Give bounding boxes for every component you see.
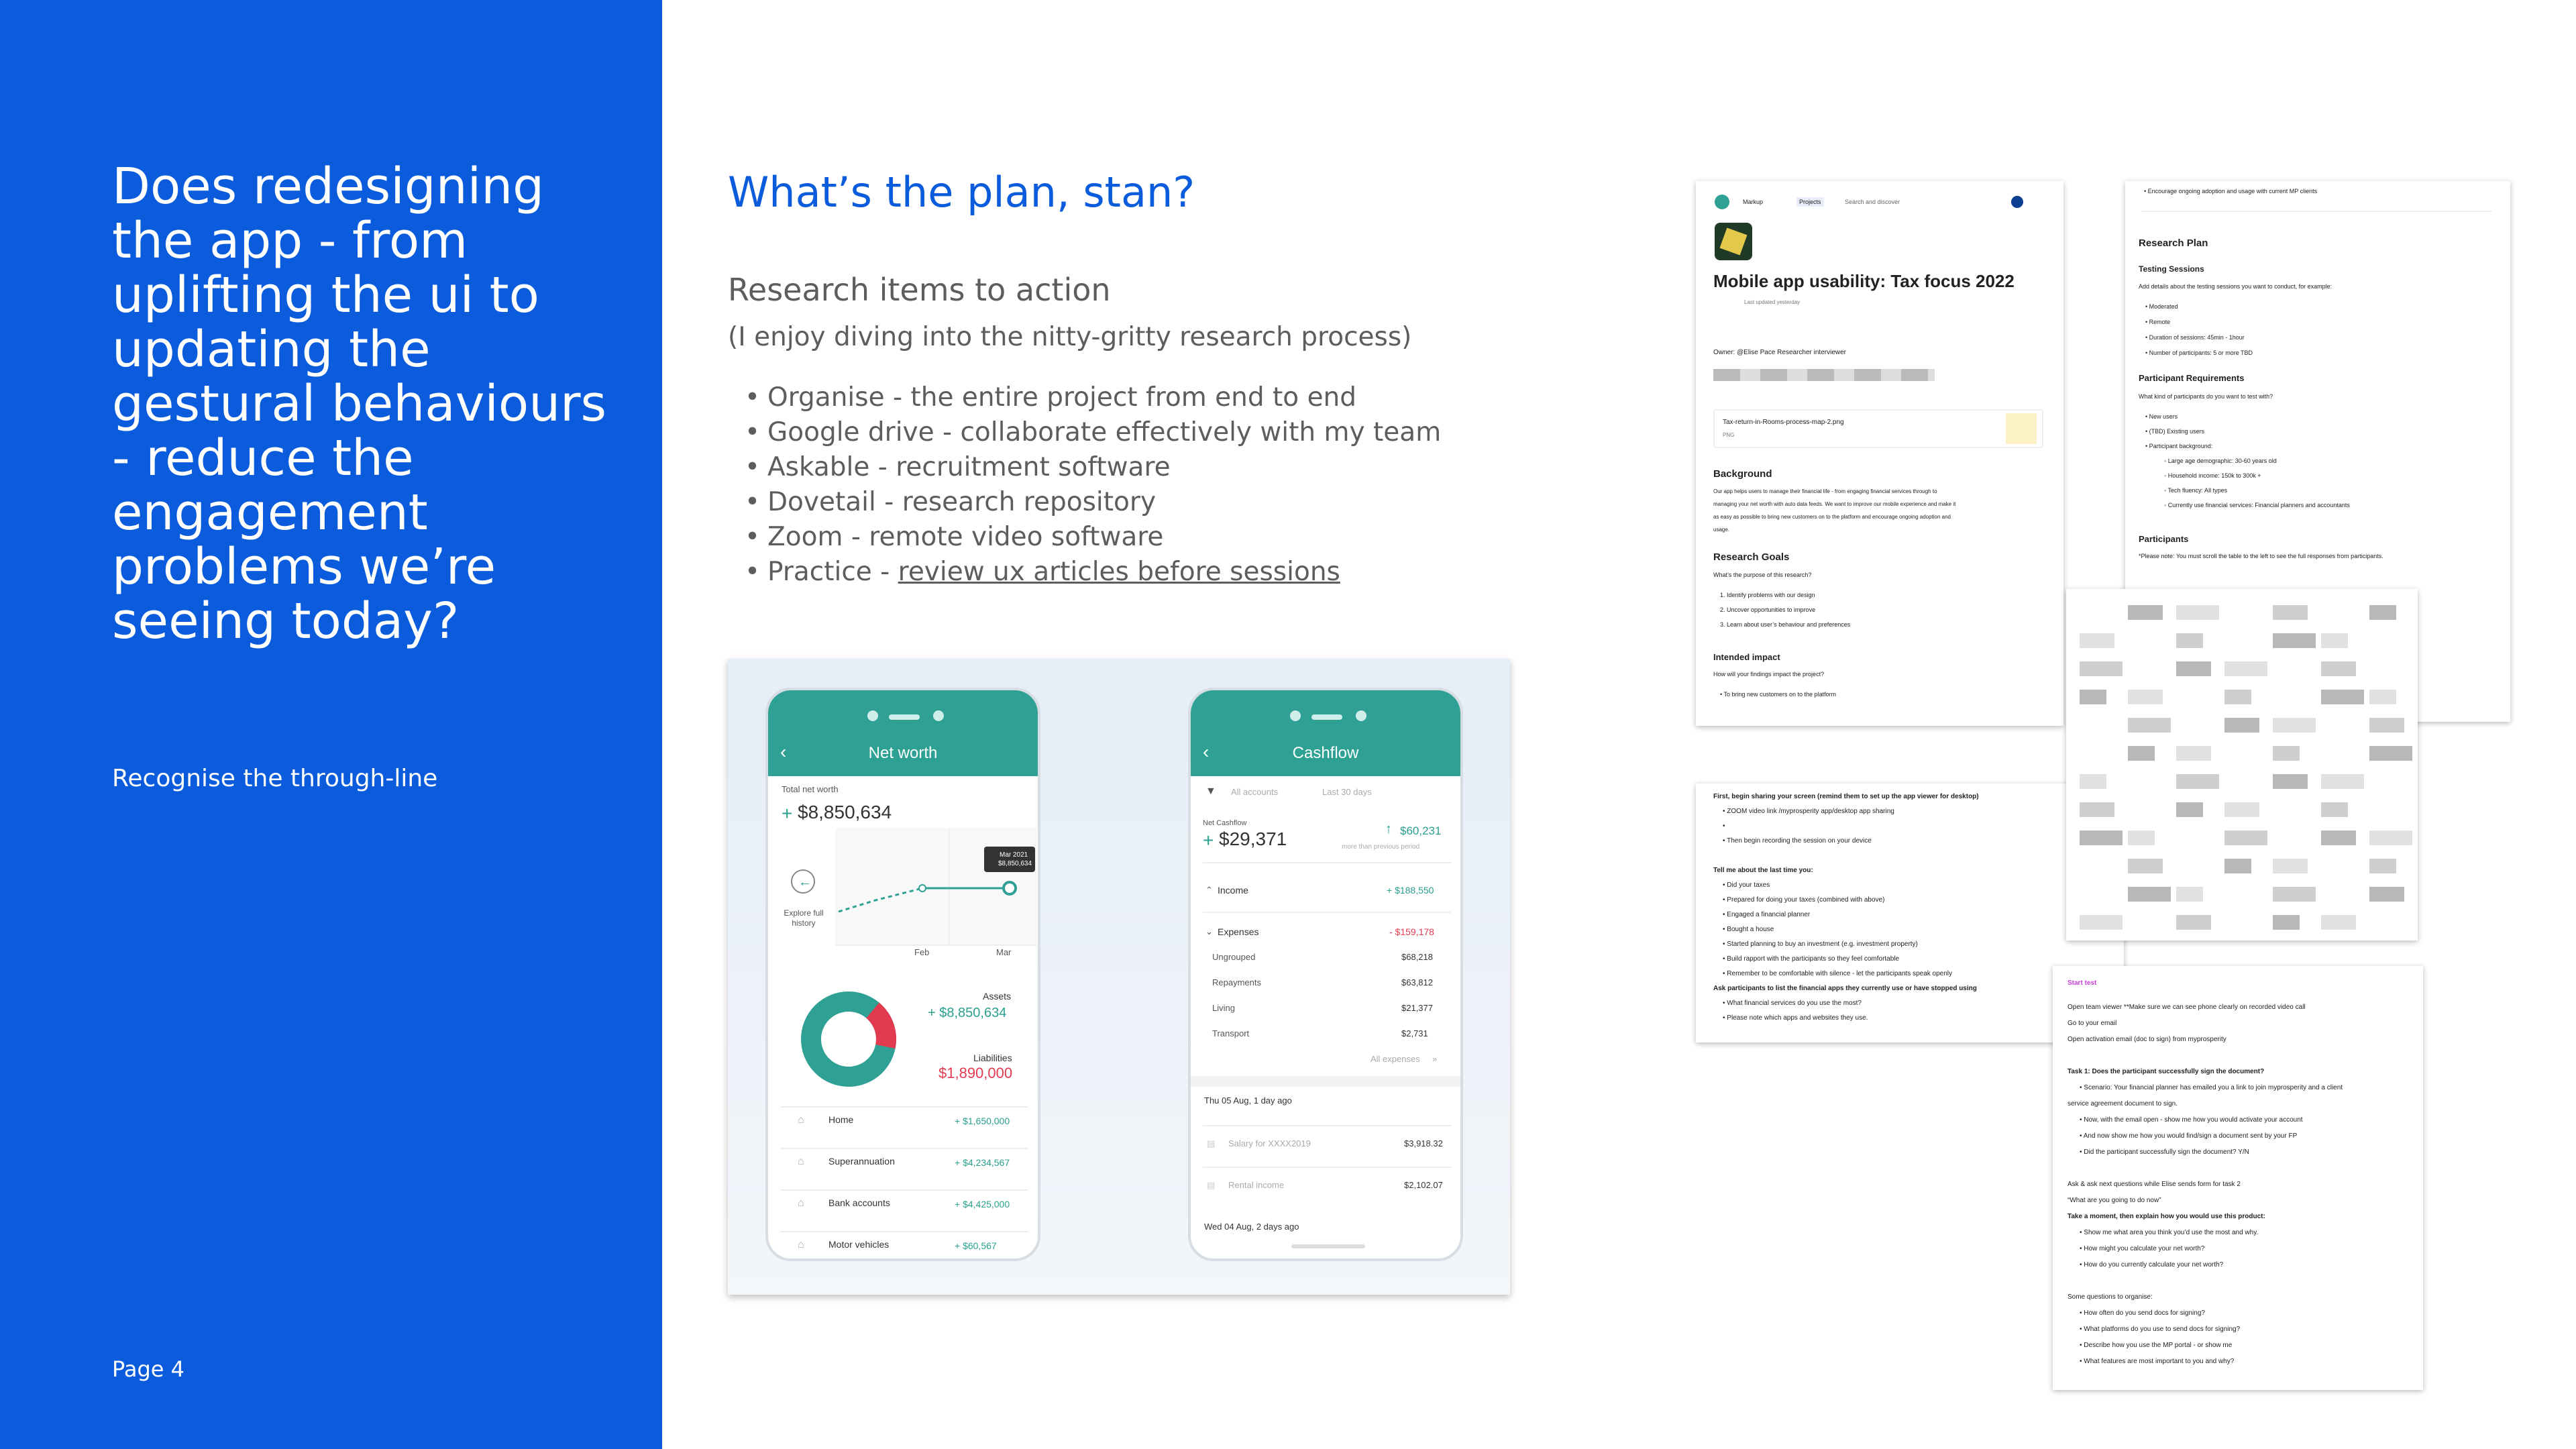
blurred-cell xyxy=(2224,859,2251,873)
doc-line: as easy as possible to bring new customers on to the platform and encourage ongoing adoption and xyxy=(1713,514,1951,520)
blurred-cell xyxy=(2273,915,2300,930)
blurred-cell xyxy=(2080,661,2123,676)
blurred-cell xyxy=(2080,830,2123,845)
research-item xyxy=(745,380,1441,415)
blurred-cell xyxy=(2369,690,2396,704)
file-name: Tax-return-in-Rooms-process-map-2.png xyxy=(1723,419,1844,426)
blurred-cell xyxy=(2321,661,2356,676)
doc-line: 2. Uncover opportunities to improve xyxy=(1720,606,1816,613)
svg-text:←: ← xyxy=(798,875,812,890)
doc-line: • And now show me how you would find/sign a document sent by your FP xyxy=(2080,1132,2298,1140)
blurred-cell xyxy=(2176,605,2219,620)
phone-title: Net worth xyxy=(868,744,938,762)
doc-line: • (TBD) Existing users xyxy=(2145,428,2205,435)
doc-line: 1. Identify problems with our design xyxy=(1720,592,1815,598)
asset-row-label[interactable]: Superannuation xyxy=(828,1156,895,1167)
doc-line: • Remember to be comfortable with silence - let the participants speak openly xyxy=(1723,970,1953,977)
participants-heading: Participants xyxy=(2139,534,2189,544)
phone-net-worth: ‹ Net worth Total net worth + $8,850,634 ← Mar 2021 $8,850,634 Explore full history Feb Mar Assets + $8,850,634 Liabilities $1,890,000 ⌂ Home + $1,650,000 ⌂ Superannuation + $4,234,567 ⌂ Bank accounts + $4,425,000 ⌂ Motor vehicles + $60,567 xyxy=(765,688,1040,1261)
all-expenses-link[interactable]: All expenses xyxy=(1371,1054,1420,1064)
blurred-cell xyxy=(2080,915,2123,930)
blurred-cell xyxy=(2080,633,2114,648)
assets-donut xyxy=(795,985,902,1093)
tooltip-value: $8,850,634 xyxy=(998,860,1032,867)
doc-line: • Engaged a financial planner xyxy=(1723,911,1811,918)
research-items-list xyxy=(745,380,1441,590)
blurred-cell xyxy=(2321,915,2356,930)
research-item xyxy=(745,555,1441,590)
doc-title: Mobile app usability: Tax focus 2022 xyxy=(1713,271,2015,291)
blurred-cell xyxy=(2273,746,2300,761)
impact-question: How will your findings impact the project? xyxy=(1713,671,1825,678)
page-number: Page 4 xyxy=(112,1356,184,1382)
blurred-cell xyxy=(2128,605,2163,620)
expense-row-value: $68,218 xyxy=(1401,952,1433,962)
assets-value: + $8,850,634 xyxy=(928,1006,1007,1020)
asset-row-value: + $4,425,000 xyxy=(955,1199,1010,1210)
impact-heading: Intended impact xyxy=(1713,652,1780,662)
total-label: Total net worth xyxy=(782,784,839,794)
blurred-cell xyxy=(2369,718,2404,733)
back-icon[interactable]: ‹ xyxy=(1203,741,1210,762)
doc-line: Our app helps users to manage their financial life - from engaging financial services through to xyxy=(1713,488,1937,494)
blurred-cell xyxy=(2176,661,2211,676)
transaction-value: $3,918.32 xyxy=(1404,1138,1443,1148)
doc-line: • Duration of sessions: 45min - 1hour xyxy=(2145,334,2245,341)
doc-line: usage. xyxy=(1713,527,1730,533)
blurred-cell xyxy=(2321,830,2356,845)
phone-header xyxy=(1191,690,1460,776)
blurred-cell xyxy=(2176,802,2203,817)
doc-line: First, begin sharing your screen (remind them to set up the app viewer for desktop) xyxy=(1713,793,1979,800)
doc-line: Tell me about the last time you: xyxy=(1713,867,1813,874)
row-divider xyxy=(780,1106,1028,1108)
research-item-label: Dovetail - research repository xyxy=(767,487,1157,517)
doc-line: • Bought a house xyxy=(1723,926,1774,933)
doc-line: Open activation email (doc to sign) from myprosperity xyxy=(2068,1036,2226,1043)
blurred-cell xyxy=(2321,690,2364,704)
doc-line: • Did your taxes xyxy=(1723,881,1770,889)
total-value: $8,850,634 xyxy=(798,802,892,822)
doc-line: • How do you currently calculate your net worth? xyxy=(2080,1261,2224,1269)
transaction-icon: ▤ xyxy=(1207,1180,1216,1190)
blurred-cell xyxy=(2369,746,2412,761)
doc-line: • Participant background: xyxy=(2145,443,2213,449)
doc-line: • What features are most important to you and why? xyxy=(2080,1358,2235,1365)
section-title: What’s the plan, stan? xyxy=(728,168,1195,217)
transaction-icon: ▤ xyxy=(1207,1138,1216,1148)
doc-line: 3. Learn about user’s behaviour and preferences xyxy=(1720,621,1851,628)
research-item xyxy=(745,485,1441,520)
doc-line: Ask & ask next questions while Elise sends form for task 2 xyxy=(2068,1181,2241,1188)
change-note: more than previous period xyxy=(1342,843,1420,851)
blurred-cell xyxy=(2176,774,2219,789)
month-feb: Feb xyxy=(914,947,930,957)
doc-line: • Started planning to buy an investment (e.g. investment property) xyxy=(1723,941,1918,948)
doc-line: • Show me what area you think you’d use the most and why. xyxy=(2080,1229,2259,1236)
doc-line: • Remote xyxy=(2145,319,2171,325)
expense-row-label[interactable]: Transport xyxy=(1212,1028,1250,1038)
back-icon[interactable]: ‹ xyxy=(780,741,787,762)
expense-row-label[interactable]: Ungrouped xyxy=(1212,952,1256,962)
tooltip-date: Mar 2021 xyxy=(1000,851,1028,859)
doc-line: • ZOOM video link /myprosperity app/desktop app sharing xyxy=(1723,808,1894,815)
blurred-cell xyxy=(2321,633,2348,648)
blurred-cell xyxy=(2224,690,2251,704)
doc-line: • xyxy=(1723,822,1725,830)
doc-line: • Scenario: Your financial planner has emailed you a link to join myprosperity and a client xyxy=(2080,1084,2343,1091)
image-icon xyxy=(2006,413,2037,444)
blurred-cell xyxy=(2128,690,2163,704)
phone-cashflow: ‹ Cashflow ▼ All accounts Last 30 days Net Cashflow + $29,371 ↑ $60,231 more than previous period ⌃ Income + $188,550 ⌄ Expenses - $159,178 Ungrouped $68,218 Repayments $63,812 Living $21,377 Transport $2,731 All expenses » Thu 05 Aug, 1 day ago ▤ Salary for XXXX2019 $3,918.32 ▤ Rental income $2,102.07 Wed 04 Aug, 2 days ago xyxy=(1188,688,1463,1261)
doc-line: • Describe how you use the MP portal - or show me xyxy=(2080,1342,2233,1349)
doc-line: Ask participants to list the financial apps they currently use or have stopped using xyxy=(1713,985,1977,992)
doc-line: • How often do you send docs for signing? xyxy=(2080,1309,2205,1317)
blurred-cell xyxy=(2321,802,2348,817)
blurred-participant-table xyxy=(2066,589,2418,941)
doc-line: • Now, with the email open - show me how you would activate your account xyxy=(2080,1116,2303,1124)
change-value: $60,231 xyxy=(1400,824,1442,837)
doc-line: • How might you calculate your net worth? xyxy=(2080,1245,2205,1252)
research-plan-doc-1 xyxy=(1696,181,2063,726)
research-item xyxy=(745,450,1441,485)
blurred-cell xyxy=(2224,718,2259,733)
row-icon: ⌂ xyxy=(798,1197,804,1209)
subtitle: Recognise the through-line xyxy=(112,765,438,792)
filter-icon[interactable]: ▼ xyxy=(1205,786,1216,797)
doc-line: • Then begin recording the session on your device xyxy=(1723,837,1872,845)
doc-line: • Build rapport with the participants so they feel comfortable xyxy=(1723,955,1900,963)
doc-line: • To bring new customers on to the platform xyxy=(1720,691,1837,698)
research-item-label: Google drive - collaborate effectively with my team xyxy=(767,417,1442,447)
phone-title: Cashflow xyxy=(1292,744,1359,762)
doc-line: • Prepared for doing your taxes (combined with above) xyxy=(1723,896,1885,904)
blurred-cell xyxy=(2273,774,2308,789)
research-item xyxy=(745,520,1441,555)
doc-line: • Did the participant successfully sign the document? Y/N xyxy=(2080,1148,2249,1156)
day-heading: Thu 05 Aug, 1 day ago xyxy=(1204,1095,1292,1106)
blurred-cell xyxy=(2176,746,2211,761)
row-divider xyxy=(780,1148,1028,1149)
app-mockup-panel xyxy=(728,659,1510,1295)
test-script-doc xyxy=(2053,966,2423,1390)
blurred-cell xyxy=(2273,859,2308,873)
blurred-cell xyxy=(2224,830,2267,845)
expense-row-value: $21,377 xyxy=(1401,1003,1433,1013)
filter-period[interactable]: Last 30 days xyxy=(1322,787,1372,797)
net-worth-chart xyxy=(768,828,1036,962)
doc-line: • Number of participants: 5 or more TBD xyxy=(2145,350,2253,356)
background-heading: Background xyxy=(1713,468,1772,480)
explore-history-link[interactable]: Explore full history xyxy=(784,908,824,928)
asset-row-label[interactable]: Motor vehicles xyxy=(828,1239,890,1250)
asset-row-value: + $1,650,000 xyxy=(955,1116,1010,1126)
doc-line: Go to your email xyxy=(2068,1020,2117,1027)
start-test-label: Start test xyxy=(2068,979,2097,987)
left-panel xyxy=(0,0,662,1449)
doc-line: ◦ Tech fluency: All types xyxy=(2164,487,2228,494)
row-divider xyxy=(1203,1167,1451,1168)
expenses-value: - $159,178 xyxy=(1389,926,1434,937)
doc-line: ◦ Large age demographic: 30-60 years old xyxy=(2164,458,2277,464)
blurred-cell xyxy=(2128,887,2171,902)
row-icon: ⌂ xyxy=(798,1239,804,1250)
research-item-label: Askable - recruitment software xyxy=(767,452,1171,482)
day-heading: Wed 04 Aug, 2 days ago xyxy=(1204,1222,1299,1232)
project-icon xyxy=(1715,223,1752,260)
asset-row-label[interactable]: Bank accounts xyxy=(828,1197,890,1208)
blurred-cell xyxy=(2080,690,2106,704)
goals-heading: Research Goals xyxy=(1713,551,1790,563)
doc-owner: Owner: @Elise Pace Researcher interviewer xyxy=(1713,349,1847,356)
sessions-heading: Testing Sessions xyxy=(2139,264,2204,274)
headline: Does redesigning the app - from uplifting the ui to updating the gestural behaviours - reduce the engagement problems we’re seeing today? xyxy=(112,158,607,650)
filter-accounts[interactable]: All accounts xyxy=(1231,787,1279,797)
transaction-label[interactable]: Rental income xyxy=(1228,1180,1285,1190)
expense-row-value: $2,731 xyxy=(1401,1028,1428,1038)
blurred-cell xyxy=(2369,605,2396,620)
section-note: (I enjoy diving into the nitty-gritty research process) xyxy=(728,322,1412,352)
net-label: Net Cashflow xyxy=(1203,819,1247,827)
blurred-cell xyxy=(2369,830,2412,845)
income-label[interactable]: Income xyxy=(1218,885,1248,896)
section-subtitle: Research items to action xyxy=(728,272,1111,308)
asset-row-value: + $4,234,567 xyxy=(955,1157,1010,1168)
research-item-label: Practice - xyxy=(767,557,898,587)
income-value: + $188,550 xyxy=(1387,885,1434,896)
sessions-question: Add details about the testing sessions you want to conduct, for example: xyxy=(2139,283,2332,290)
participants-note: *Please note: You must scroll the table to the left to see the full responses from participants. xyxy=(2139,553,2383,559)
nav-projects[interactable]: Projects xyxy=(1796,197,1824,207)
row-divider xyxy=(780,1189,1028,1191)
research-item-label: Organise - the entire project from end to end xyxy=(767,382,1357,413)
doc-line: • What platforms do you use to send docs for signing? xyxy=(2080,1326,2241,1333)
blurred-cell xyxy=(2128,746,2155,761)
blurred-cell xyxy=(2128,718,2171,733)
goals-question: What’s the purpose of this research? xyxy=(1713,572,1812,578)
research-item-label: Zoom - remote video software xyxy=(767,522,1164,552)
requirements-heading: Participant Requirements xyxy=(2139,373,2245,383)
doc-line: Task 1: Does the participant successfully sign the document? xyxy=(2068,1068,2265,1075)
transaction-label[interactable]: Salary for XXXX2019 xyxy=(1228,1138,1311,1148)
row-icon: ⌂ xyxy=(798,1114,804,1126)
liabilities-value: $1,890,000 xyxy=(938,1065,1013,1081)
blurred-cell xyxy=(2369,887,2404,902)
blurred-cell xyxy=(2273,633,2316,648)
expense-row-label[interactable]: Living xyxy=(1212,1003,1235,1013)
app-logo xyxy=(1715,195,1729,209)
net-value: $29,371 xyxy=(1219,828,1287,849)
asset-row-label[interactable]: Home xyxy=(828,1114,854,1125)
doc-line: Some questions to organise: xyxy=(2068,1293,2153,1301)
doc-line: • Encourage ongoing adoption and usage with current MP clients xyxy=(2144,188,2318,195)
doc-line: service agreement document to sign. xyxy=(2068,1100,2178,1108)
plan-heading: Research Plan xyxy=(2139,237,2208,249)
row-divider xyxy=(780,1231,1028,1232)
article-link[interactable]: review ux articles before sessions xyxy=(898,557,1340,587)
phone-header xyxy=(768,690,1038,776)
doc-line: • Please note which apps and websites they use. xyxy=(1723,1014,1868,1022)
blurred-cell xyxy=(2176,633,2203,648)
requirements-question: What kind of participants do you want to test with? xyxy=(2139,393,2273,400)
blurred-cell xyxy=(2176,915,2211,930)
doc-line: managing your net worth with auto data feeds. We want to improve our mobile experience and make it xyxy=(1713,501,1956,507)
nav-search[interactable]: Search and discover xyxy=(1845,199,1900,205)
doc-line: • New users xyxy=(2145,413,2178,420)
blurred-cell xyxy=(2369,859,2396,873)
blurred-cell xyxy=(2080,774,2106,789)
row-icon: ⌂ xyxy=(798,1156,804,1167)
blurred-cell xyxy=(2273,718,2316,733)
blurred-cell xyxy=(2224,802,2259,817)
expenses-label[interactable]: Expenses xyxy=(1218,926,1259,937)
blurred-cell xyxy=(2128,830,2155,845)
blurred-cell xyxy=(2128,859,2163,873)
doc-line: ◦ Currently use financial services: Financial planners and accountants xyxy=(2164,502,2350,508)
blurred-cell xyxy=(2176,887,2203,902)
doc-line: • What financial services do you use the most? xyxy=(1723,1000,1862,1007)
blurred-content xyxy=(1713,369,1935,381)
blurred-cell xyxy=(2273,605,2308,620)
doc-line: ◦ Household income: 150k to 300k + xyxy=(2164,472,2261,479)
doc-line: “What are you going to do now” xyxy=(2068,1197,2161,1204)
doc-updated: Last updated yesterday xyxy=(1744,299,1801,305)
doc-line: Open team viewer **Make sure we can see phone clearly on recorded video call xyxy=(2068,1004,2306,1011)
file-attachment[interactable] xyxy=(1713,409,2043,448)
transaction-value: $2,102.07 xyxy=(1404,1180,1443,1190)
liabilities-label: Liabilities xyxy=(973,1053,1012,1063)
blurred-cell xyxy=(2321,774,2364,789)
asset-row-value: + $60,567 xyxy=(955,1240,997,1251)
research-item xyxy=(745,415,1441,450)
nav-markup[interactable]: Markup xyxy=(1743,199,1764,205)
row-divider xyxy=(1203,1125,1451,1126)
add-icon[interactable] xyxy=(2011,196,2023,208)
doc-line: • Moderated xyxy=(2145,303,2178,310)
month-mar: Mar xyxy=(996,947,1012,957)
file-type: PNG xyxy=(1723,432,1735,438)
blurred-cell xyxy=(2273,887,2316,902)
assets-label: Assets xyxy=(983,991,1012,1002)
blurred-cell xyxy=(2224,661,2267,676)
expense-row-value: $63,812 xyxy=(1401,977,1433,987)
blurred-cell xyxy=(2080,802,2114,817)
expense-row-label[interactable]: Repayments xyxy=(1212,977,1261,987)
doc-line: Take a moment, then explain how you would use this product: xyxy=(2068,1213,2265,1220)
